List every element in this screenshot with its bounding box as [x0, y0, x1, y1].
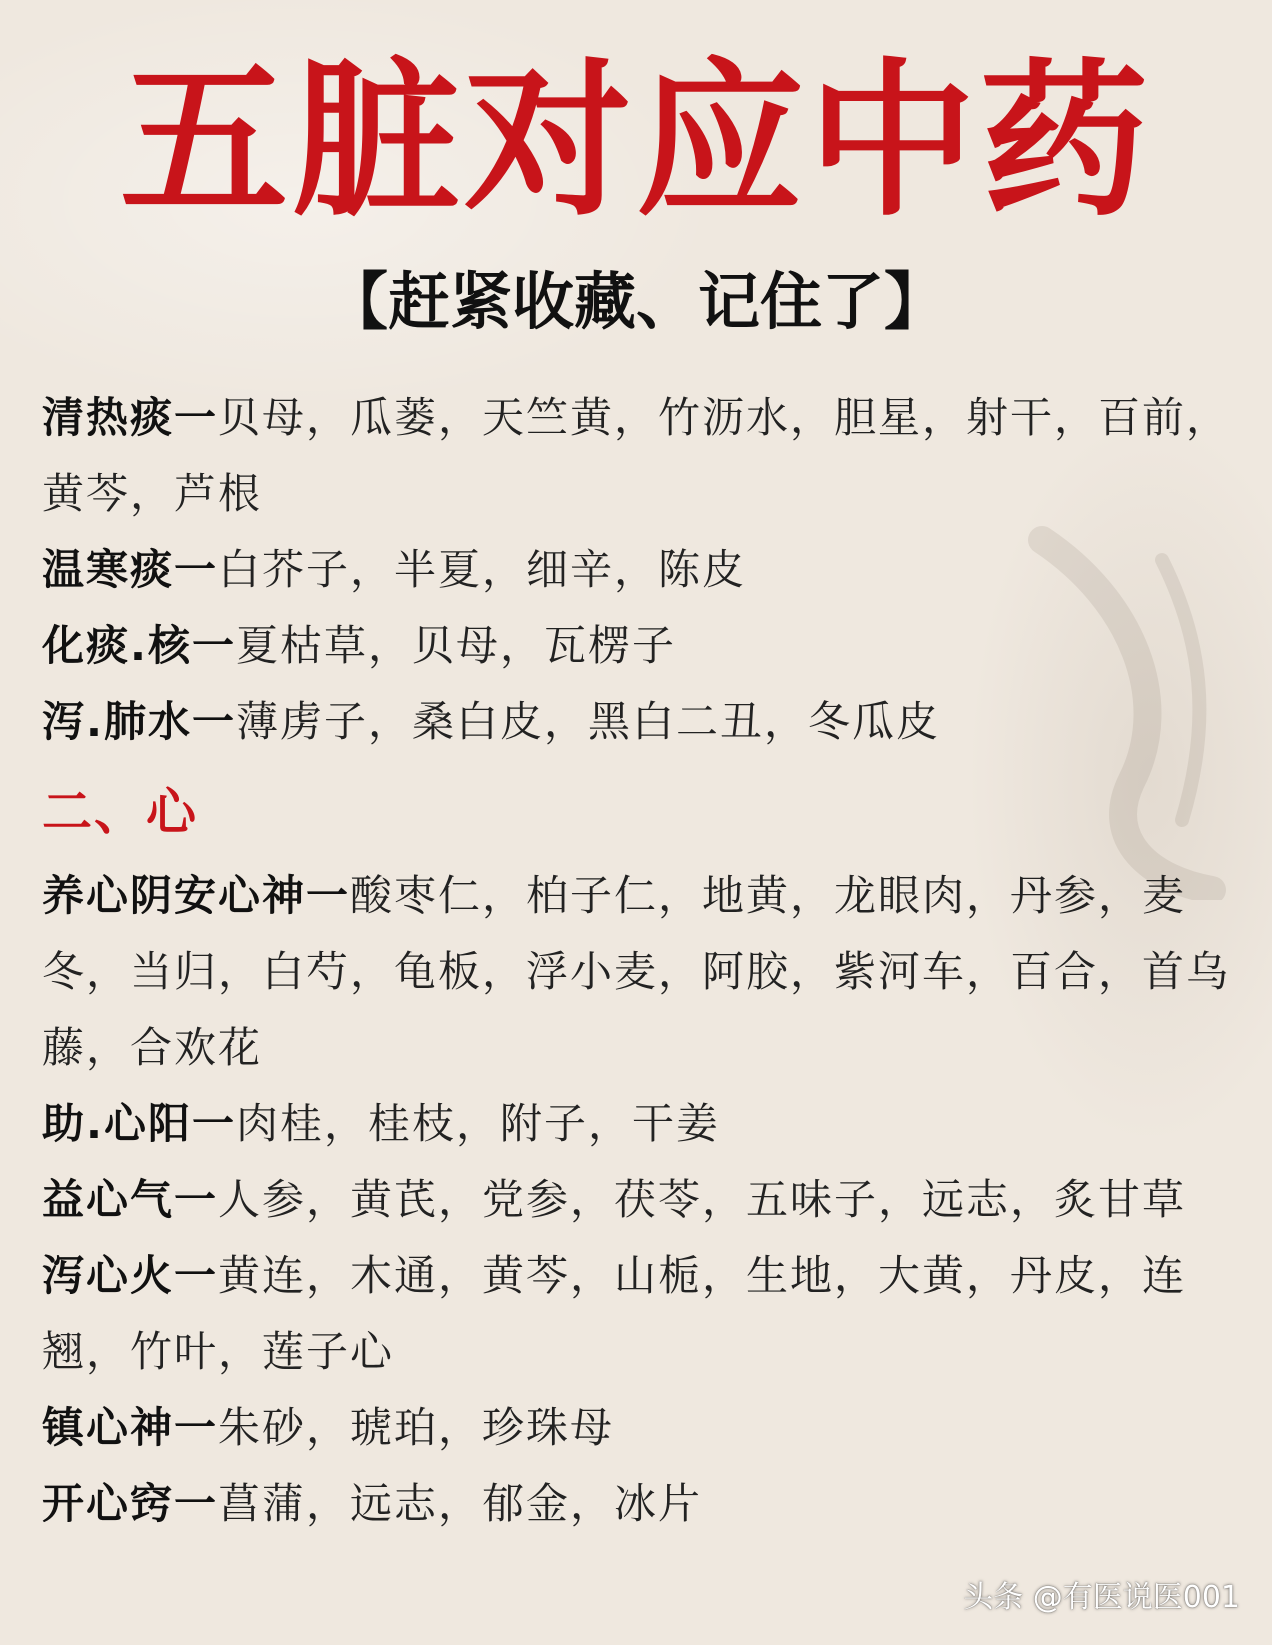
list-item — [42, 1086, 1242, 1162]
entry-herbs: 黄连，木通，黄芩，山栀，生地，大黄，丹皮，连翘，竹叶，莲子心 — [42, 1251, 1187, 1376]
list-item — [42, 1238, 1242, 1390]
list-item — [42, 1466, 1242, 1542]
list-item — [42, 532, 1242, 608]
list-item — [42, 380, 1242, 532]
section-heading-heart: 二、心 — [42, 783, 198, 841]
entry-herbs: 朱砂，琥珀，珍珠母 — [218, 1403, 615, 1452]
herb-list — [42, 380, 1242, 1542]
entry-herbs: 薄虏子，桑白皮，黑白二丑，冬瓜皮 — [235, 697, 940, 746]
entry-herbs: 贝母，瓜蒌，天竺黄，竹沥水，胆星，射干，百前，黄芩，芦根 — [42, 393, 1231, 518]
entry-label: 泻心火一 — [42, 1251, 219, 1300]
entry-herbs: 白芥子，半夏，细辛，陈皮 — [218, 545, 747, 594]
list-item — [42, 684, 1242, 760]
list-item — [42, 1162, 1242, 1238]
entry-label: 养心阴安心神一 — [42, 871, 351, 920]
entry-label: 开心窍一 — [42, 1479, 219, 1528]
source-watermark: 头条 @有医说医001 — [963, 1580, 1240, 1615]
entry-herbs: 夏枯草，贝母，瓦楞子 — [235, 621, 676, 670]
entry-label: 镇心神一 — [42, 1403, 219, 1452]
list-item — [42, 1390, 1242, 1466]
list-item — [42, 858, 1242, 1086]
entry-label: 助.心阳一 — [42, 1099, 236, 1148]
list-item — [42, 608, 1242, 684]
entry-label: 清热痰一 — [42, 393, 219, 442]
entry-label: 温寒痰一 — [42, 545, 219, 594]
entry-herbs: 人参，黄芪，党参，茯苓，五味子，远志，炙甘草 — [218, 1175, 1187, 1224]
page-subtitle: 【赶紧收藏、记住了】 — [325, 265, 946, 338]
entry-label: 益心气一 — [42, 1175, 219, 1224]
entry-label: 化痰.核一 — [42, 621, 236, 670]
entry-herbs: 菖蒲，远志，郁金，冰片 — [218, 1479, 703, 1528]
entry-label: 泻.肺水一 — [42, 697, 236, 746]
entry-herbs: 肉桂，桂枝，附子，干姜 — [235, 1099, 720, 1148]
entry-herbs: 酸枣仁，柏子仁，地黄，龙眼肉，丹参，麦冬，当归，白芍，龟板，浮小麦，阿胶，紫河车，百合，首乌藤，合欢花 — [42, 871, 1231, 1072]
page-title: 五脏对应中药 — [120, 43, 1152, 239]
